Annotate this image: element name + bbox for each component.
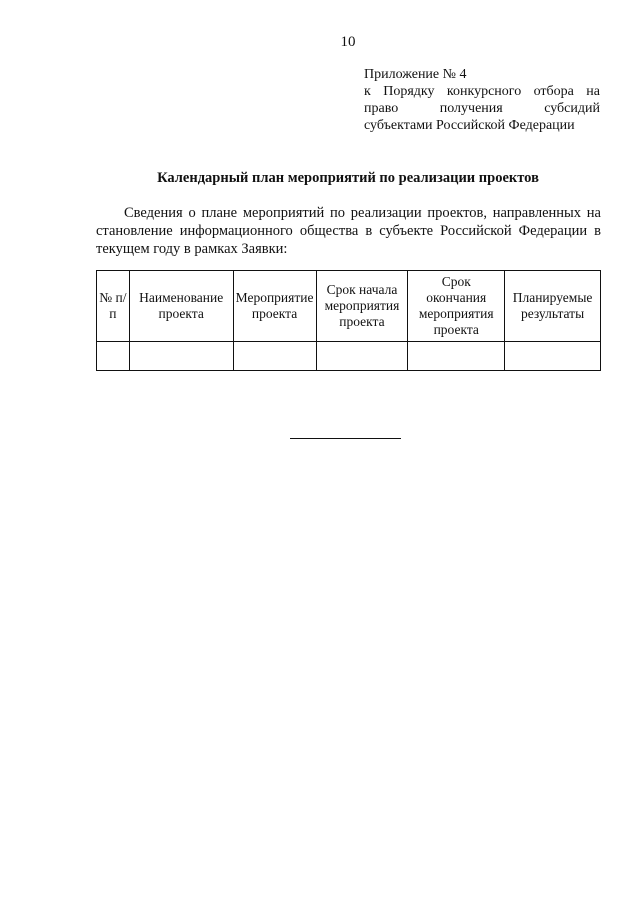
- page-number: 10: [340, 34, 356, 50]
- table-header-row: [97, 271, 601, 342]
- table-cell: [316, 342, 408, 371]
- header-cell-start-date: Срок начала мероприятия проекта: [316, 271, 408, 342]
- appendix-block: [364, 66, 600, 134]
- table-cell: [505, 342, 601, 371]
- header-cell-project-name: Наименование проекта: [129, 271, 233, 342]
- table-cell: [129, 342, 233, 371]
- table-cell: [97, 342, 130, 371]
- appendix-line: субъектами Российской Федерации: [364, 118, 575, 133]
- appendix-title: Приложение № 4: [364, 67, 467, 82]
- plan-table: [96, 270, 601, 371]
- header-cell-activity: Мероприятие проекта: [233, 271, 316, 342]
- header-cell-results: Планируемые результаты: [505, 271, 601, 342]
- header-cell-end-date: Срок окончания мероприятия проекта: [408, 271, 505, 342]
- intro-paragraph: Сведения о плане мероприятий по реализации проектов, направленных на становление информационного общества в субъекте Российской Федерации в текущем году в рамках Заявки:: [96, 205, 601, 257]
- table-row: [97, 342, 601, 371]
- table-cell: [233, 342, 316, 371]
- appendix-line: право получения субсидий: [364, 101, 600, 116]
- document-title: Календарный план мероприятий по реализации проектов: [157, 170, 539, 186]
- appendix-line: к Порядку конкурсного отбора на: [364, 84, 600, 99]
- end-separator-line: [290, 438, 401, 439]
- table-cell: [408, 342, 505, 371]
- header-cell-number: № п/п: [97, 271, 130, 342]
